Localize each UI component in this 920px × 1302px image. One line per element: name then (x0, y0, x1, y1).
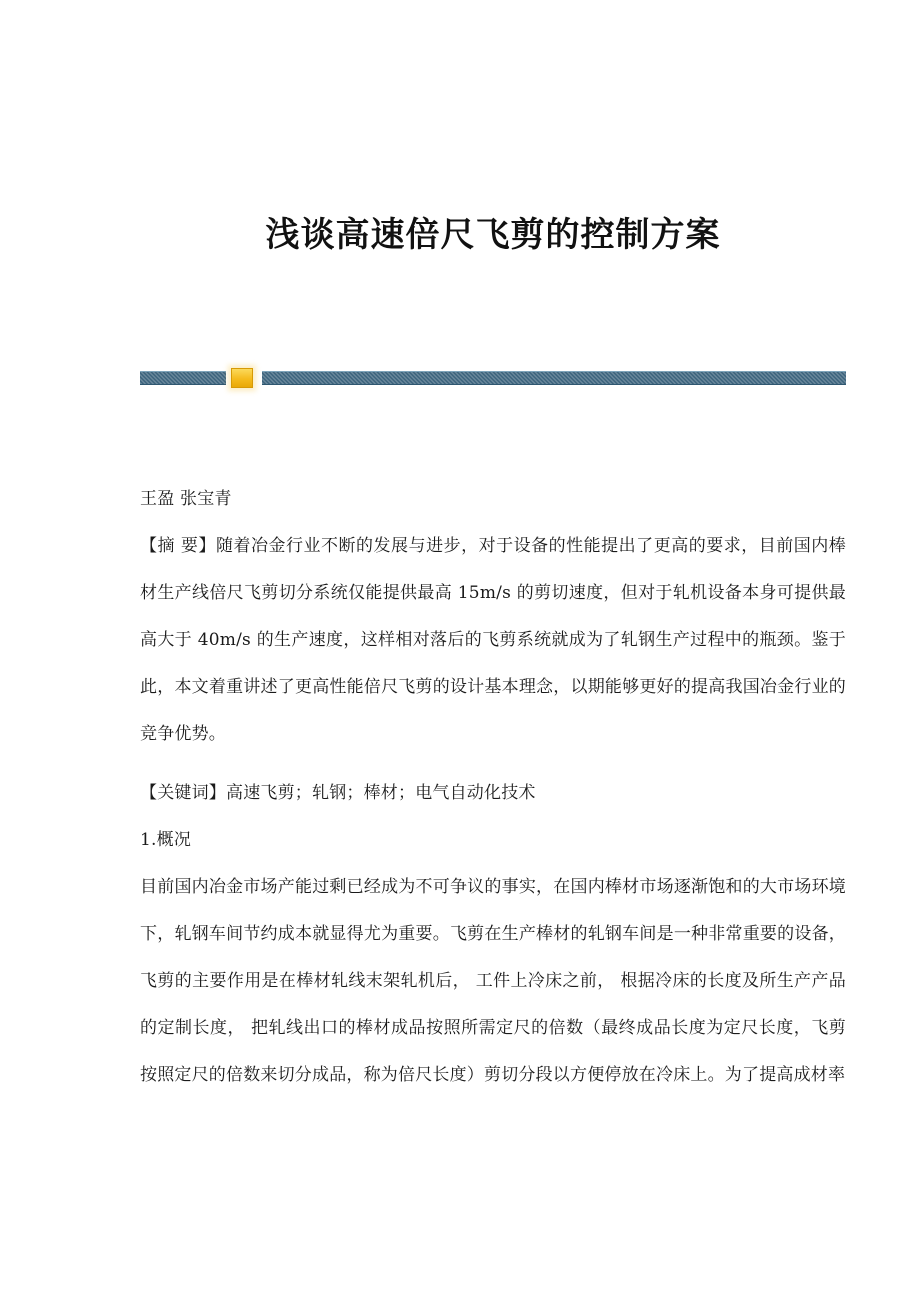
abstract-paragraph: 【摘 要】随着冶金行业不断的发展与进步，对于设备的性能提出了更高的要求，目前国内棒材生产线倍尺飞剪切分系统仅能提供最高 15m/s 的剪切速度，但对于轧机设备本身可提供最高大于 40m/s 的生产速度，这样相对落后的飞剪系统就成为了轧钢生产过程中的瓶颈。鉴于此，本文着重讲述了更高性能倍尺飞剪的设计基本理念，以期能够更好的提高我国冶金行业的竞争优势。 (140, 536, 846, 744)
body-paragraph-1: 目前国内冶金市场产能过剩已经成为不可争议的事实，在国内棒材市场逐渐饱和的大市场环境下，轧钢车间节约成本就显得尤为重要。飞剪在生产棒材的轧钢车间是一种非常重要的设备，飞剪的主要作用是在棒材轧线末架轧机后， 工件上冷床之前， 根据冷床的长度及所生产产品的定制长度， 把轧线出口的棒材成品按照所需定尺的倍数（最终成品长度为定尺长度，飞剪按照定尺的倍数来切分成品，称为倍尺长度）剪切分段以方便停放在冷床上。为了提高成材率 (140, 877, 846, 1085)
gold-square-accent-icon (231, 368, 253, 388)
decorative-divider (140, 366, 846, 388)
divider-bar-right-segment (262, 371, 846, 385)
divider-bar-left-segment (140, 371, 226, 385)
section-heading-1: 1.概况 (140, 830, 192, 850)
keywords-line: 【关键词】高速飞剪；轧钢；棒材；电气自动化技术 (140, 783, 536, 803)
page-title: 浅谈高速倍尺飞剪的控制方案 (265, 215, 721, 255)
author-line: 王盈 张宝青 (140, 489, 232, 509)
